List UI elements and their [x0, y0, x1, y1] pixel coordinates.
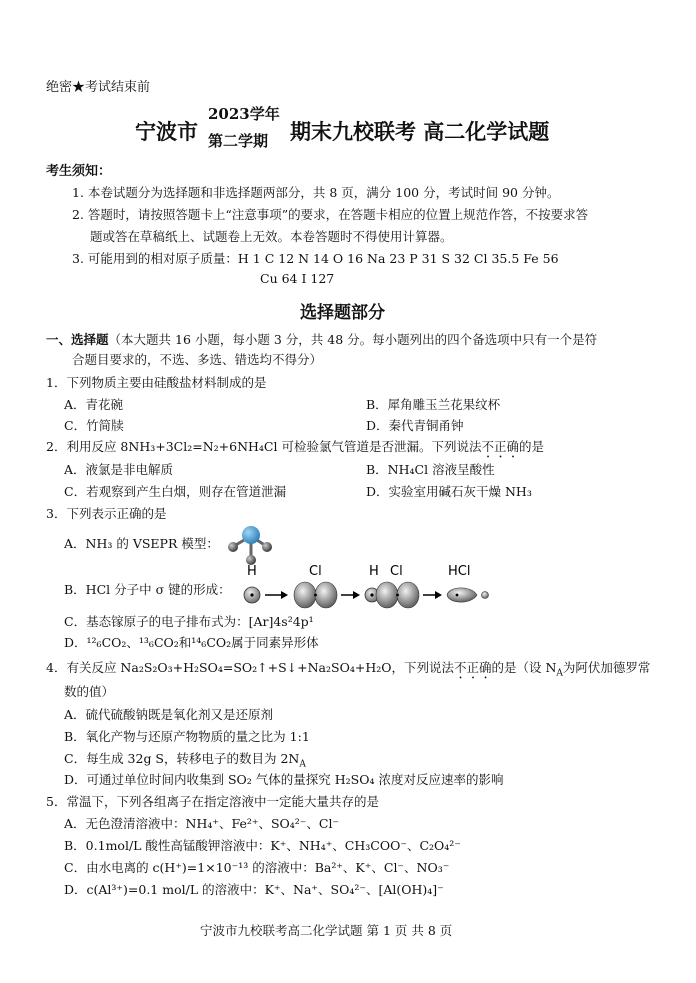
- q4-option-c: C．每生成 32g S，转移电子的数目为 $2N_A$: [64, 751, 306, 770]
- q2-emphasis: 不正确: [481, 439, 519, 454]
- label-hcl: HCl: [448, 564, 471, 579]
- q2-option-d: D．实验室用碱石灰干燥 NH₃: [366, 484, 532, 499]
- notice-item-3: 3. 可能用到的相对原子质量：H 1 C 12 N 14 O 16 Na 23 P 31 S 32 Cl 35.5 Fe 56: [72, 251, 559, 266]
- q5-option-d: D．c(Al³⁺)=0.1 mol/L 的溶液中：K⁺、Na⁺、SO₄²⁻、[Al(OH)₄]⁻: [64, 882, 444, 897]
- title-term: 第二学期: [208, 132, 269, 150]
- q4-emphasis: 不正确: [453, 660, 492, 675]
- q5-option-b: B．0.1mol/L 酸性高锰酸钾溶液中：K⁺、NH₄⁺、CH₃COO⁻、C₂O₄²⁻: [64, 838, 461, 853]
- q1-stem: 1．下列物质主要由硅酸盐材料制成的是: [46, 375, 267, 390]
- q5-option-c: C．由水电离的 c(H⁺)=1×10⁻¹³ 的溶液中：Ba²⁺、K⁺、Cl⁻、NO₃⁻: [64, 860, 450, 875]
- notice-item-1: 1. 本卷试题分为选择题和非选择题两部分，共 8 页，满分 100 分，考试时间 90 分钟。: [72, 185, 560, 200]
- q2-option-a: A．液氯是非电解质: [64, 462, 174, 477]
- cl-p-orbital-lobe-left: [294, 582, 316, 608]
- label-cl-1: Cl: [309, 564, 322, 579]
- cl-p-orbital-lobe-right: [315, 582, 337, 608]
- q4-stem-cont: 数的值）: [64, 684, 115, 699]
- q4-option-a: A．硫代硫酸钠既是氧化剂又是还原剂: [64, 707, 274, 722]
- q3-option-b: B．HCl 分子中 σ 键的形成：: [64, 582, 231, 597]
- confidential-mark: 绝密★考试结束前: [46, 80, 151, 95]
- q5-stem: 5．常温下，下列各组离子在指定溶液中一定能大量共存的是: [46, 794, 379, 809]
- part1-header: [46, 331, 597, 349]
- notice-item-2: 2. 答题时，请按照答题卡上“注意事项”的要求，在答题卡相应的位置上规范作答，不按要求答: [72, 207, 589, 222]
- hcl-sigma-bond-diagram: [235, 562, 495, 610]
- q2-stem: 2．利用反应 8NH₃+3Cl₂=N₂+6NH₄Cl 可检验氯气管道是否泄漏。下列说法不正确的是: [46, 439, 544, 454]
- part1-desc-cont: 合题目要求的，不选、多选、错选均不得分）: [72, 352, 323, 367]
- title-city: 宁波市: [135, 119, 198, 144]
- q5-option-a: A．无色澄清溶液中：NH₄⁺、Fe²⁺、SO₄²⁻、Cl⁻: [64, 816, 340, 831]
- q4-option-d: D．可通过单位时间内收集到 SO₂ 气体的量探究 H₂SO₄ 浓度对反应速率的影响: [64, 772, 504, 787]
- isotope-co2-12: ¹²₆CO₂: [86, 635, 127, 650]
- hcl-sigma-orbital: [447, 588, 477, 602]
- q2-option-c: C．若观察到产生白烟，则存在管道泄漏: [64, 484, 287, 499]
- notice-item-3-cont: Cu 64 I 127: [260, 271, 335, 286]
- title-year: 2023学年: [208, 105, 280, 123]
- q3-option-d: D．¹²₆CO₂、¹³₆CO₂和¹⁴₆CO₂属于同素异形体: [64, 635, 319, 650]
- q1-option-c: C．竹简牍: [64, 418, 124, 433]
- q1-option-d: D．秦代青铜甬钟: [366, 418, 464, 433]
- part1-label: 一、选择题: [46, 332, 109, 347]
- label-h-1: H: [247, 564, 257, 579]
- q3-option-c: C．基态镓原子的电子排布式为：[Ar]4s²4p¹: [64, 614, 314, 629]
- isotope-co2-13: ¹³₆CO₂: [138, 635, 179, 650]
- nh3-vsepr-model-icon: [222, 522, 282, 567]
- page-title: 期末九校联考 高二化学试题: [290, 119, 550, 144]
- part1-desc: （本大题共 16 小题，每小题 3 分，共 48 分。每小题列出的四个备选项中只有一个是符: [108, 332, 598, 347]
- q4-stem: 4．有关反应 Na₂S₂O₃+H₂SO₄=SO₂↑+S↓+Na₂SO₄+H₂O，下列说法不正确的是（设 $N_A$为阿伏加德罗常: [46, 660, 651, 679]
- label-h-2: H: [369, 564, 379, 579]
- q3-stem: 3．下列表示正确的是: [46, 506, 167, 521]
- q4-option-b: B．氧化产物与还原产物物质的量之比为 1:1: [64, 729, 310, 744]
- notice-item-2-cont: 题或答在草稿纸上、试题卷上无效。本卷答题时不得使用计算器。: [90, 229, 453, 244]
- page-footer: 宁波市九校联考高二化学试题 第 1 页 共 8 页: [200, 923, 453, 938]
- isotope-co2-14: ¹⁴₆CO₂: [191, 635, 232, 650]
- q1-option-a: A．青花碗: [64, 397, 124, 412]
- q3-option-a: A．NH₃ 的 VSEPR 模型：: [64, 536, 219, 551]
- q2-option-b: B．NH₄Cl 溶液呈酸性: [366, 462, 495, 477]
- q1-option-b: B．犀角雕玉兰花果纹杯: [366, 397, 501, 412]
- label-cl-2: Cl: [390, 564, 403, 579]
- notice-heading: 考生须知：: [46, 164, 112, 179]
- section-title: 选择题部分: [300, 303, 385, 323]
